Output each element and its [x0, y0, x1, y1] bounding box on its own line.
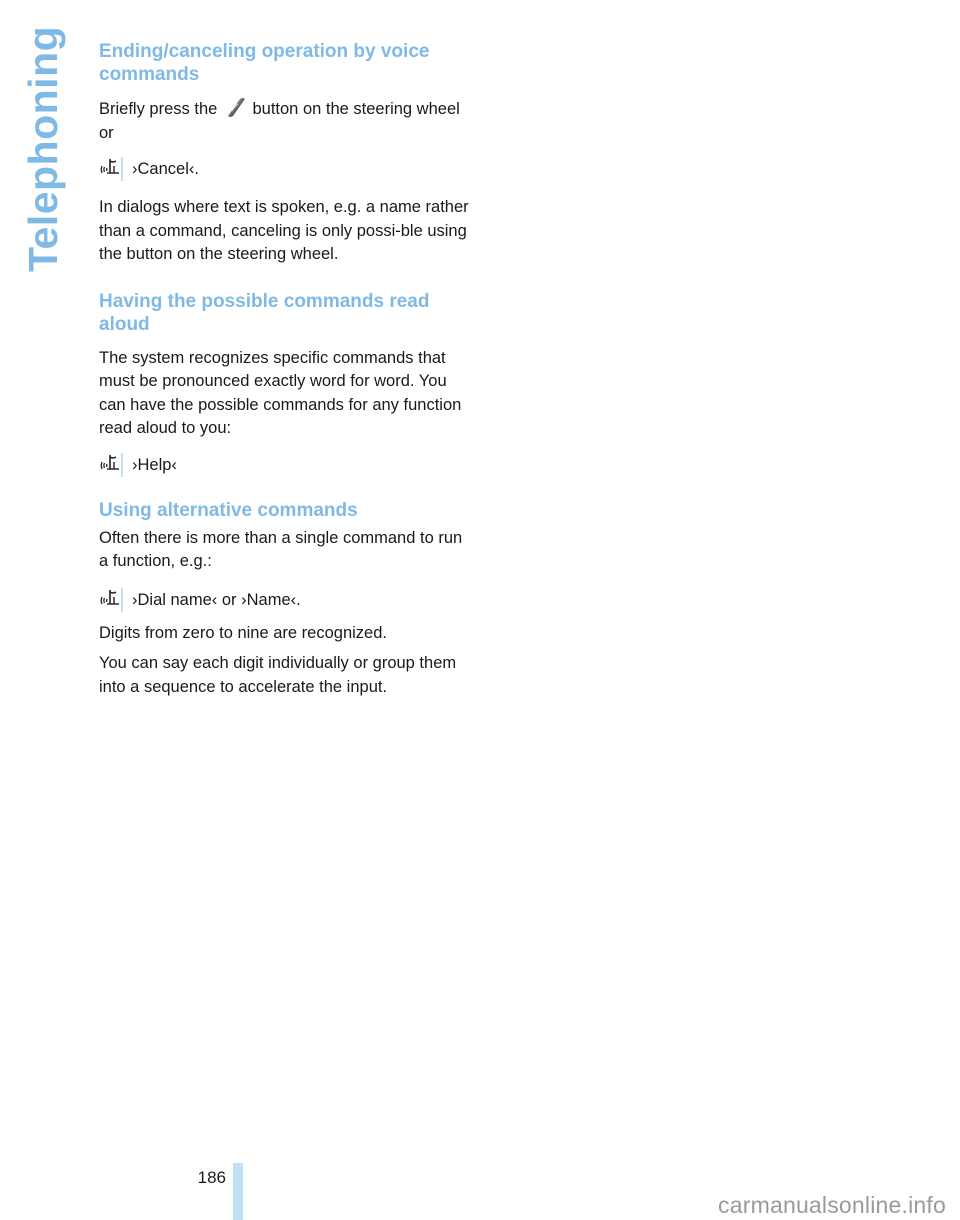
paragraph-say-each-digit: You can say each digit individually or group them into a sequence to accelerate the input. — [99, 654, 457, 696]
paragraph-briefly-press — [99, 97, 471, 145]
watermark-text: carmanualsonline.info — [718, 1192, 946, 1218]
voice-command-dial-name — [99, 588, 471, 612]
page-number-bar — [233, 1163, 243, 1220]
voice-command-help — [99, 453, 471, 477]
voice-command-cancel — [99, 157, 471, 181]
page-content — [99, 40, 471, 699]
command-text: ›Help‹ — [132, 455, 177, 474]
paragraph-often-more: Often there is more than a single command to run a function, e.g.: — [99, 528, 463, 570]
section-side-title — [20, 25, 66, 280]
paragraph-system-recognizes: The system recognizes specific commands that must be pronounced exactly word for word. You can have the possible commands for any function read aloud to you: — [99, 348, 462, 437]
heading-alternative-commands: Using alternative commands — [99, 499, 358, 521]
command-text: ›Cancel‹. — [132, 160, 199, 178]
intro-after-icon: button on the steering wheel or — [99, 100, 460, 142]
voice-command-icon — [99, 586, 123, 612]
steering-wheel-voice-button-icon — [224, 97, 246, 117]
intro-before-icon: Briefly press the — [99, 100, 218, 118]
command-text: ›Dial name‹ or ›Name‹. — [132, 590, 301, 609]
paragraph-dialogs-canceling: In dialogs where text is spoken, e.g. a name rather than a command, canceling is only possi-ble using the button on the steering wheel. — [99, 198, 469, 263]
page-number: 186 — [197, 1168, 226, 1187]
heading-ending-canceling: Ending/canceling operation by voice commands — [99, 41, 430, 85]
side-title-text: Telephoning — [20, 25, 66, 272]
heading-commands-read-aloud: Having the possible commands read aloud — [99, 290, 430, 335]
paragraph-digits-recognized: Digits from zero to nine are recognized. — [99, 623, 387, 642]
voice-command-icon — [99, 155, 123, 181]
voice-command-icon — [99, 451, 123, 477]
